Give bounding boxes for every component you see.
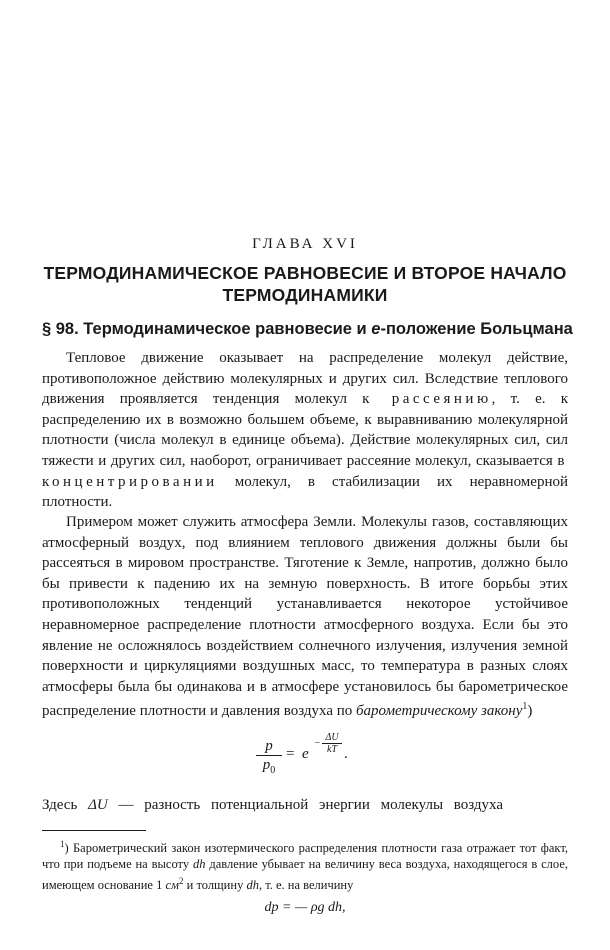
barometric-formula [256, 732, 376, 780]
section-title-e: e [371, 320, 381, 338]
formula-denominator-sub: 0 [270, 765, 276, 776]
footnote-marker: 1 [60, 839, 65, 849]
formula-exp-fraction [322, 732, 342, 755]
formula-denominator-p: p [262, 757, 271, 773]
footnote-italic-unit: см [165, 877, 179, 892]
footnote-unit-sup: 2 [179, 875, 184, 886]
chapter-label: ГЛАВА XVI [252, 236, 358, 252]
para2-text-2: ) [527, 703, 533, 720]
formula-denominator [256, 757, 282, 779]
formula-exp-denominator: kT [327, 744, 337, 755]
formula-exp-numerator: ΔU [325, 732, 339, 743]
para1-spaced-1: к рассеянию [362, 391, 492, 408]
formula-numerator: p [265, 738, 273, 754]
formula-period: . [344, 746, 348, 762]
para1-text-3: молекул, в стабилизации их неравномерной плотности. [42, 473, 568, 511]
para1-spaced-2: в концентрировании [42, 452, 568, 490]
footnote-text-3: и толщину [183, 877, 247, 892]
chapter-title [30, 262, 580, 306]
formula-equals: = [286, 746, 295, 762]
after-formula-italic: ΔU [88, 797, 108, 813]
footnote-italic-1: dh [192, 857, 206, 872]
section-title-part2: -положение Больцмана [380, 320, 573, 338]
footnote-text-4: , т. е. на величину [258, 877, 354, 892]
formula-fraction [256, 738, 282, 779]
para2-italic-term: барометрическому закону [356, 703, 523, 720]
para2-text-1: Примером может служить атмосфера Земли. Молекулы газов, составляющих атмосферный воздух, под влиянием теплового движения должны были бы рассеяться в мировом пространстве. Тяготение к Земле, напротив, должно было бы привести к падению их на земную поверхность. В итоге борьбы этих противоположных тенденций устанавливается некоторое устойчивое неравномерное распределение плотности атмосферного воздуха. Если бы это явление не осложнялось воздействием солнечного излучения, излучения земной поверхности и циркуляциями воздушных масс, то температура в разных слоях атмосферы была бы одинакова и в атмосфере установилось бы барометрическое распределение плотности и давления воздуха по [42, 514, 568, 720]
chapter-title-line2: ТЕРМОДИНАМИКИ [222, 285, 388, 305]
footnote-ref[interactable]: 1 [522, 701, 528, 713]
footnote [42, 836, 568, 893]
chapter-title-line1: ТЕРМОДИНАМИЧЕСКОЕ РАВНОВЕСИЕ И ВТОРОЕ НАЧАЛО [43, 263, 567, 283]
footnote-italic-2: dh [246, 877, 259, 892]
after-formula-text-1: Здесь [42, 797, 89, 813]
paragraph-1 [42, 348, 568, 513]
formula-base: e [302, 746, 309, 762]
after-formula-line [42, 795, 568, 815]
formula-exp-minus: − [314, 738, 321, 749]
paragraph-2 [42, 512, 568, 722]
footnote-text-1: ) Барометрический закон изотермического распределения плотности газа отражает тот факт, что при подъеме на высоту [42, 841, 568, 872]
footnote-formula: dp = — ρg dh, [264, 900, 346, 915]
section-title-part1: § 98. Термодинамическое равновесие и [42, 320, 372, 338]
footnote-divider [42, 830, 146, 831]
para1-text-1: Тепловое движение оказывает на распределение молекул действие, противоположное действию молекулярных и других сил. Вследствие теплового движения проявляется тенденция молекул [42, 350, 568, 408]
after-formula-text-2: — разность потенциальной энергии молекулы воздуха [107, 797, 504, 813]
footnote-text-2: давление убывает на величину веса воздуха, находящегося в слое, имеющем основание 1 [42, 857, 568, 892]
section-title [42, 318, 582, 340]
para1-text-2: , т. е. к распределению их в возможно большем объеме, к выравниванию молекулярной плотности (числа молекул в единице объема). Действие молекулярных сил, сил тяжести и других сил, наоборот, ограничивает рассеяние молекул, сказывается [42, 391, 568, 469]
